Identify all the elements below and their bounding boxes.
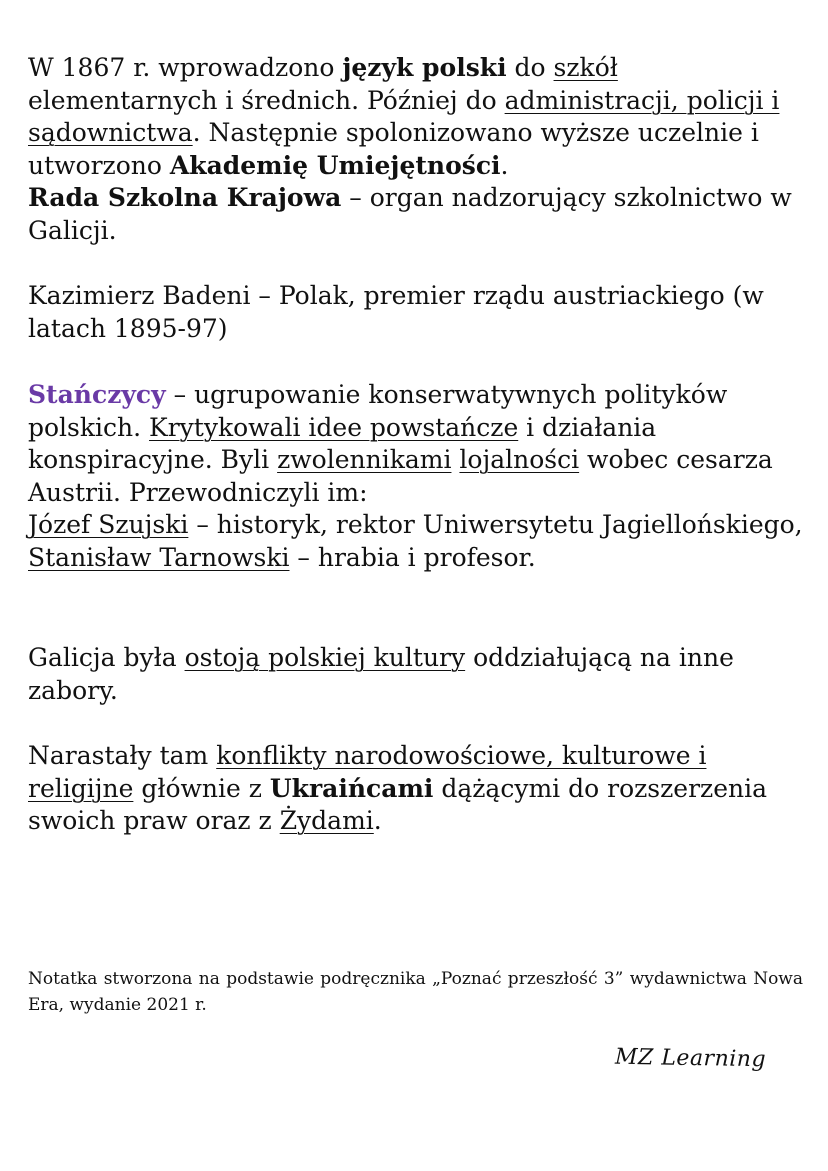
- paragraph-konflikty: [28, 740, 803, 838]
- text-span: .: [373, 806, 382, 835]
- paragraph-badeni: [28, 280, 803, 345]
- source-note: Notatka stworzona na podstawie podręcznika „Poznać przeszłość 3” wydawnictwa Nowa Era, wydanie 2021 r.: [28, 969, 803, 1015]
- text-span: i działania konspiracyjne. Byli: [28, 412, 657, 474]
- paragraph-galicja: [28, 642, 803, 707]
- text-span: Galicja była: [28, 643, 185, 672]
- paragraph-language-reforms: [28, 52, 803, 247]
- bold-term: język polski: [342, 53, 507, 82]
- underlined-term: konflikty narodowościowe, kulturowe i religijne: [28, 741, 707, 803]
- text-span: wobec cesarza Austrii. Przewodniczyli im:: [28, 445, 773, 507]
- bold-term: Akademię Umiejętności: [169, 150, 501, 180]
- text-span: – hrabia i profesor.: [289, 542, 536, 572]
- underlined-term: Józef Szujski: [28, 510, 189, 539]
- text-span: Kazimierz Badeni – Polak, premier rządu austriackiego (w latach 1895-97): [28, 281, 764, 343]
- text-span: – organ nadzorujący szkolnictwo w Galicji.: [28, 183, 792, 245]
- underlined-term: zwolennikami: [277, 445, 452, 474]
- signature-logo: MZ Learning: [614, 1044, 767, 1073]
- underlined-term: Żydami: [279, 806, 374, 835]
- text-span: W 1867 r. wprowadzono: [28, 53, 343, 82]
- text-span: głównie z: [133, 773, 270, 803]
- highlighted-term: Stańczycy: [28, 380, 166, 409]
- paragraph-stanczycy: [28, 379, 803, 574]
- underlined-term: szkół: [553, 53, 618, 82]
- text-span: – historyk, rektor Uniwersytetu Jagiellońskiego,: [188, 510, 803, 539]
- text-span: Narastały tam: [28, 741, 217, 770]
- text-span: oddziałującą na inne zabory.: [28, 643, 734, 705]
- text-span: . Następnie spolonizowano wyższe uczelnie i utworzono: [28, 118, 759, 180]
- underlined-term: Stanisław Tarnowski: [28, 542, 290, 572]
- underlined-term: Krytykowali idee powstańcze: [149, 412, 519, 442]
- underlined-term: ostoją polskiej kultury: [184, 643, 466, 672]
- bold-term: Ukraińcami: [269, 773, 434, 803]
- text-span: .: [500, 150, 509, 180]
- text-span: dążącymi do rozszerzenia swoich praw oraz z: [28, 773, 767, 835]
- underlined-term: administracji, policji i sądownictwa: [28, 85, 780, 147]
- bold-term: Rada Szkolna Krajowa: [28, 183, 342, 212]
- text-span: do: [506, 53, 554, 82]
- underlined-term: lojalności: [459, 445, 580, 474]
- text-span: elementarnych i średnich. Później do: [28, 85, 505, 115]
- text-span: – ugrupowanie konserwatywnych polityków polskich.: [28, 380, 728, 442]
